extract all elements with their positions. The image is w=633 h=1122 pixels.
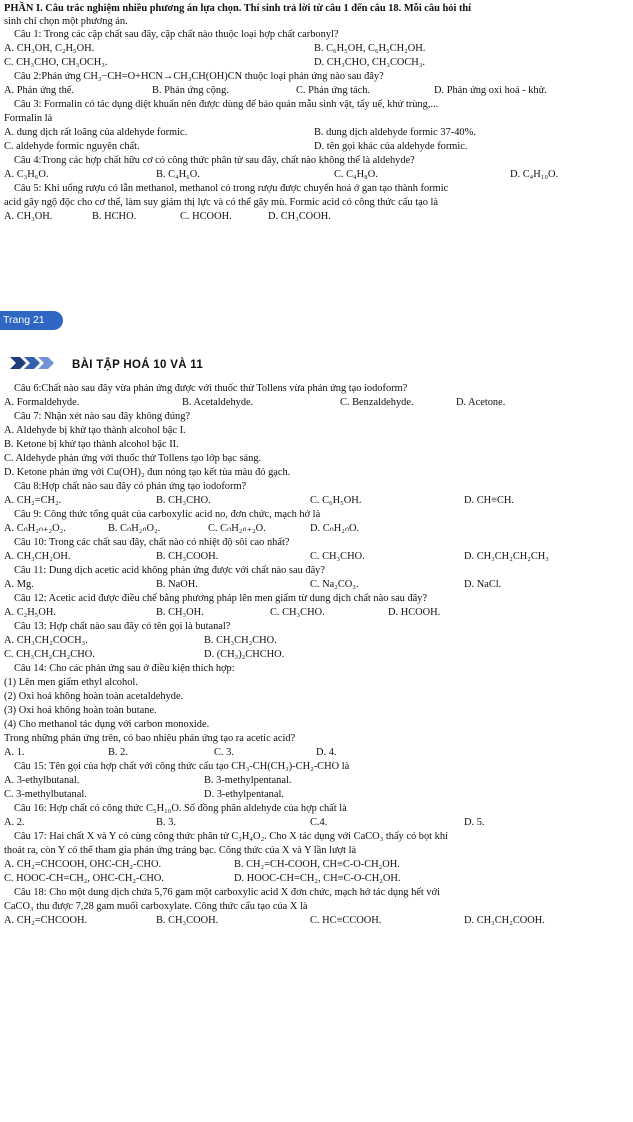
q4-option-c[interactable]: C. C₄H₈O. (334, 169, 378, 180)
question-12-stem: Câu 12: Acetic acid được điều chế bằng phương pháp lên men giấm từ dung dịch chất nào sau đây? (14, 593, 428, 604)
q4-option-a[interactable]: A. C₃H₆O. (4, 169, 49, 180)
q8-option-b[interactable]: B. CH₃CHO. (156, 495, 211, 506)
q12-option-c[interactable]: C. CH₃CHO. (270, 607, 325, 618)
page-number-badge: Trang 21 (0, 311, 63, 330)
q6-option-c[interactable]: C. Benzaldehyde. (340, 397, 414, 408)
q13-option-b[interactable]: B. CH₃CH₂CHO. (204, 635, 277, 646)
q5-option-d[interactable]: D. CH₃COOH. (268, 211, 331, 222)
q16-option-d[interactable]: D. 5. (464, 817, 485, 828)
q18-option-a[interactable]: A. CH₂=CHCOOH. (4, 915, 88, 926)
q1-option-a[interactable]: A. CH₃OH, C₂H₅OH. (4, 43, 95, 54)
q13-option-a[interactable]: A. CH₃CH₂COCH₃. (4, 635, 88, 646)
q6-option-b[interactable]: B. Acetaldehyde. (182, 397, 254, 408)
q14-question: Trong những phản ứng trên, có bao nhiêu phản ứng tạo ra acetic acid? (4, 733, 296, 744)
q10-option-d[interactable]: D. CH₃CH₂CH₂CH₃ (464, 551, 549, 562)
q8-option-c[interactable]: C. C₆H₅OH. (310, 495, 362, 506)
q14-option-d[interactable]: D. 4. (316, 747, 337, 758)
q10-option-b[interactable]: B. CH₃COOH. (156, 551, 219, 562)
q14-option-b[interactable]: B. 2. (108, 747, 128, 758)
q7-option-c[interactable]: C. Aldehyde phản ứng với thuốc thử Tollens tạo lớp bạc sáng. (4, 453, 262, 464)
question-18-stem: Câu 18: Cho một dung dịch chứa 5,76 gam một carboxylic acid X đơn chức, mạch hở tác dụng hết với (14, 887, 440, 898)
q17-option-a[interactable]: A. CH₂=CHCOOH, OHC-CH₂-CHO. (4, 859, 162, 870)
question-16-stem: Câu 16: Hợp chất có công thức C₅H₁₀O. Số đồng phân aldehyde của hợp chất là (14, 803, 347, 814)
q12-option-a[interactable]: A. C₂H₅OH. (4, 607, 56, 618)
q6-option-d[interactable]: D. Acetone. (456, 397, 506, 408)
q8-option-d[interactable]: D. CH≡CH. (464, 495, 515, 506)
q17-option-b[interactable]: B. CH₂=CH-COOH, CH≡C-O-CH₂OH. (234, 859, 400, 870)
q3-option-d[interactable]: D. tên gọi khác của aldehyde formic. (314, 141, 468, 152)
q14-option-c[interactable]: C. 3. (214, 747, 234, 758)
question-7-stem: Câu 7: Nhận xét nào sau đây không đúng? (14, 411, 191, 422)
q18-option-b[interactable]: B. CH₃COOH. (156, 915, 219, 926)
question-17-stem: Câu 17: Hai chất X và Y có cùng công thức phân tử C₃H₄O₂. Cho X tác dụng với CaCO₃ thấy có bọt khí (14, 831, 448, 842)
q9-option-b[interactable]: B. CₙH₂ₙO₂. (108, 523, 161, 534)
question-4-stem: Câu 4:Trong các hợp chất hữu cơ có công thức phân tử sau đây, chất nào không thể là aldehyde? (14, 155, 415, 166)
q3-option-c[interactable]: C. aldehyde formic nguyên chất. (4, 141, 140, 152)
q13-option-c[interactable]: C. CH₃CH₂CH₂CHO. (4, 649, 95, 660)
q15-option-d[interactable]: D. 3-ethylpentanal. (204, 789, 284, 800)
q2-option-a[interactable]: A. Phản ứng thế. (4, 85, 74, 96)
q16-option-c[interactable]: C.4. (310, 817, 328, 828)
question-3-stem: Câu 3: Formalin có tác dụng diệt khuẩn nên được dùng để bảo quản mẫu sinh vật, tẩy uế, khử trùng,... (14, 99, 439, 110)
q2-option-c[interactable]: C. Phản ứng tách. (296, 85, 371, 96)
part-heading: PHẦN I. Câu trắc nghiệm nhiều phương án lựa chọn. Thí sinh trả lời từ câu 1 đến câu 18. Mỗi câu hỏi thí (4, 3, 472, 14)
q11-option-a[interactable]: A. Mg. (4, 579, 34, 590)
question-13-stem: Câu 13: Hợp chất nào sau đây có tên gọi là butanal? (14, 621, 231, 632)
q8-option-a[interactable]: A. CH₂=CH₂. (4, 495, 62, 506)
q15-option-c[interactable]: C. 3-methylbutanal. (4, 789, 87, 800)
part-instructions: sinh chỉ chọn một phương án. (4, 16, 128, 27)
q7-option-d[interactable]: D. Ketone phản ứng với Cu(OH)₂ đun nóng tạo kết tủa màu đỏ gạch. (4, 467, 291, 478)
q18-option-c[interactable]: C. HC≡CCOOH. (310, 915, 382, 926)
q15-option-a[interactable]: A. 3-ethylbutanal. (4, 775, 80, 786)
question-18-stem-cont: CaCO₃ thu được 7,28 gam muối carboxylate. Công thức cấu tạo của X là (4, 901, 308, 912)
q5-option-b[interactable]: B. HCHO. (92, 211, 137, 222)
q9-option-c[interactable]: C. CₙH₂ₙ₊₂O. (208, 523, 266, 534)
question-14-stem: Câu 14: Cho các phản ứng sau ở điều kiện thích hợp: (14, 663, 235, 674)
q14-item-1: (1) Lên men giấm ethyl alcohol. (4, 677, 138, 688)
q16-option-b[interactable]: B. 3. (156, 817, 176, 828)
q3-option-b[interactable]: B. dung dịch aldehyde formic 37-40%. (314, 127, 476, 138)
q9-option-a[interactable]: A. CₙH₂ₙ₊₂O₂. (4, 523, 66, 534)
question-8-stem: Câu 8:Hợp chất nào sau đây có phản ứng tạo iodoform? (14, 481, 247, 492)
q1-option-b[interactable]: B. C₆H₅OH, C₆H₅CH₂OH. (314, 43, 426, 54)
q12-option-b[interactable]: B. CH₃OH. (156, 607, 204, 618)
question-5-stem: Câu 5: Khi uống rượu có lẫn methanol, methanol có trong rượu được chuyển hoá ở gan tạo thành formic (14, 183, 449, 194)
q2-option-b[interactable]: B. Phản ứng cộng. (152, 85, 229, 96)
q5-option-c[interactable]: C. HCOOH. (180, 211, 232, 222)
question-9-stem: Câu 9: Công thức tổng quát của carboxylic acid no, đơn chức, mạch hở là (14, 509, 321, 520)
question-2-stem: Câu 2:Phản ứng CH₃−CH=O+HCN→CH₃CH(OH)CN thuộc loại phản ứng nào sau đây? (14, 71, 384, 82)
q9-option-d[interactable]: D. CₙH₂ₙO. (310, 523, 360, 534)
q17-option-d[interactable]: D. HOOC-CH=CH₂, CH≡C-O-CH₂OH. (234, 873, 401, 884)
q1-option-d[interactable]: D. CH₃CHO, CH₃COCH₃. (314, 57, 426, 68)
q10-option-a[interactable]: A. CH₃CH₂OH. (4, 551, 71, 562)
q6-option-a[interactable]: A. Formaldehyde. (4, 397, 80, 408)
q11-option-b[interactable]: B. NaOH. (156, 579, 198, 590)
q17-option-c[interactable]: C. HOOC-CH=CH₂, OHC-CH₂-CHO. (4, 873, 165, 884)
q14-item-3: (3) Oxi hoá không hoàn toàn butane. (4, 705, 157, 716)
q14-option-a[interactable]: A. 1. (4, 747, 25, 758)
q4-option-b[interactable]: B. C₄H₆O. (156, 169, 200, 180)
q5-option-a[interactable]: A. CH₃OH. (4, 211, 53, 222)
q2-option-d[interactable]: D. Phản ứng oxi hoá - khử. (434, 85, 547, 96)
q12-option-d[interactable]: D. HCOOH. (388, 607, 441, 618)
q3-option-a[interactable]: A. dung dịch rất loãng của aldehyde formic. (4, 127, 188, 138)
q4-option-d[interactable]: D. C₄H₁₀O. (510, 169, 559, 180)
question-5-stem-cont: acid gây ngộ độc cho cơ thể, làm suy giảm thị lực và có thể gây mù. Formic acid có công thức cấu tạo là (4, 197, 438, 208)
q7-option-a[interactable]: A. Aldehyde bị khử tạo thành alcohol bậc I. (4, 425, 186, 436)
q10-option-c[interactable]: C. CH₃CHO. (310, 551, 365, 562)
q15-option-b[interactable]: B. 3-methylpentanal. (204, 775, 292, 786)
q14-item-4: (4) Cho methanol tác dụng với carbon monoxide. (4, 719, 210, 730)
question-11-stem: Câu 11: Dung dịch acetic acid không phản ứng được với chất nào sau đây? (14, 565, 325, 576)
q7-option-b[interactable]: B. Ketone bị khử tạo thành alcohol bậc II. (4, 439, 179, 450)
q13-option-d[interactable]: D. (CH₃)₂CHCHO. (204, 649, 285, 660)
question-1-stem: Câu 1: Trong các cặp chất sau đây, cặp chất nào thuộc loại hợp chất carbonyl? (14, 29, 339, 40)
q1-option-c[interactable]: C. CH₃CHO, CH₃OCH₃. (4, 57, 108, 68)
q18-option-d[interactable]: D. CH₃CH₂COOH. (464, 915, 545, 926)
question-6-stem: Câu 6:Chất nào sau đây vừa phản ứng được với thuốc thử Tollens vừa phản ứng tạo iodoform? (14, 383, 408, 394)
question-17-stem-cont: thoát ra, còn Y có thể tham gia phản ứng tráng bạc. Công thức của X và Y lần lượt là (4, 845, 357, 856)
q16-option-a[interactable]: A. 2. (4, 817, 25, 828)
question-3-stem-cont: Formalin là (4, 113, 53, 124)
question-15-stem: Câu 15: Tên gọi của hợp chất với công thức cấu tạo CH₃-CH(CH₃)-CH₂-CHO là (14, 761, 350, 772)
question-10-stem: Câu 10: Trong các chất sau đây, chất nào có nhiệt độ sôi cao nhất? (14, 537, 290, 548)
q11-option-c[interactable]: C. Na₂CO₃. (310, 579, 359, 590)
q14-item-2: (2) Oxi hoá không hoàn toàn acetaldehyde. (4, 691, 184, 702)
q11-option-d[interactable]: D. NaCl. (464, 579, 502, 590)
section-arrows-icon (10, 357, 58, 373)
section-title (10, 357, 203, 371)
section-title-text: BÀI TẬP HOÁ 10 VÀ 11 (72, 359, 204, 372)
